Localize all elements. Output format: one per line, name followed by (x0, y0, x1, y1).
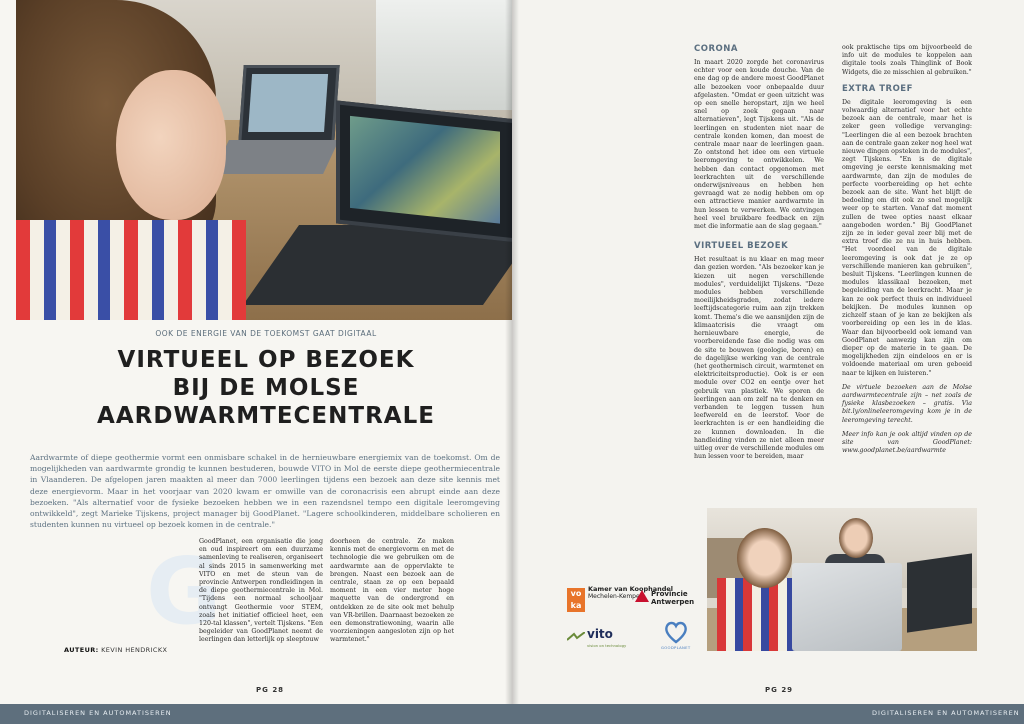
body-column-a: GoodPlanet, een organisatie die jong en oud inspireert om een duurzame samenleving te realiseren, organiseert al sinds 2015 in samenwerking met VITO en met de steun van de provincie Antwerpen rondleidingen in de diepe geothermiecentrale in Mol. "Tijdens een normaal schooljaar ontvangt Geothermie voor STEM, zoals het initiatief officieel heet, een 120-tal klassen", vertelt Tijskens. "Een begeleider van GoodPlanet neemt de leerlingen dan letterlijk op sleeptouw (199, 538, 323, 644)
page-number-left: PG 28 (256, 686, 285, 694)
column-2-intro: ook praktische tips om bijvoorbeeld de info uit de modules te koppelen aan digitale tools zoals Thinglink of Book Widgets, die ze misschien al gebruiken." (842, 44, 972, 76)
section-heading-corona: CORONA (694, 44, 738, 54)
section-heading-extra-troef: EXTRA TROEF (842, 83, 913, 94)
closing-note-more-info: Meer info kan je ook altijd vinden op de site van GoodPlanet: www.goodplanet.be/aardwarmte (842, 430, 972, 455)
photo-laptop-back-keyboard (213, 140, 339, 174)
voka-name: Kamer van Koophandel (588, 585, 674, 593)
photo-girl-sweater (16, 220, 246, 320)
decorative-drop-letter: G (146, 538, 222, 645)
partner-logos (567, 582, 707, 652)
author-credit (64, 646, 167, 654)
photo2-laptop-dark (907, 553, 972, 632)
photo-window (376, 0, 516, 110)
goodplanet-heart-icon (663, 619, 689, 645)
virtueel-bezoek-text: Het resultaat is nu klaar en mag meer dan gezien worden. "Als bezoeker kan je kiezen uit negen verschillende modules", verduidelijkt Tijskens. "Deze modules hebben verschillende moeilijkheidsgraden, zodat iedere leeftijdscategorie ruim aan zijn trekken komt. Thema's die we aansnijden zijn de klimaatcrisis die vraagt om hernieuwbare energie, de voorbereidende fase die nodig was om de site te bouwen (geologie, boren) en de dagelijkse werking van de centrale (het geothermisch circuit, warmtenet en elektriciteitsproductie). Ook is er een module over CO2 en eentje over het gebruik van plastiek. We sporen de leerlingen aan om zelf na te denken en verbanden te leggen tussen hun leefwereld en de leerstof. Voor de leerkrachten is er een handleiding die ze kunnen downloaden. In die handleiding vinden ze niet alleen meer uitleg over de verschillende modules om hun lessen voor te bereiden, maar (694, 256, 824, 461)
photo-laptop-back (238, 65, 339, 143)
left-page (0, 0, 512, 704)
footer-section-left: DIGITALISEREN EN AUTOMATISEREN (24, 709, 172, 717)
corona-text: In maart 2020 zorgde het coronavirus echter voor een koude douche. Van de ene dag op de andere moest GoodPlanet alle bezoeken voor onbepaalde duur afgelasten. "Omdat er geen uitzicht was op een snelle heropstart, zijn we heel snel op zoek gegaan naar alternatieven", legt Tijskens uit. "Als de leerlingen en studenten niet naar de centrale konden komen, dan moest de centrale maar naar de leerlingen gaan. Zo ontstond het idee om een virtuele leeromgeving te ontwikkelen. We hebben dan contact opgenomen met leerkrachten uit de verschillende onderwijsniveaus en hebben hen gevraagd wat ze nodig hebben om op een attractieve manier aardwarmte in hun lessen te verwerken. We ontvingen heel veel bruikbare feedback en zijn met die informatie aan de slag gegaan." (694, 59, 824, 231)
extra-troef-text: De digitale leeromgeving is een volwaardig alternatief voor het echte bezoek aan de centrale, maar het is zeker geen volledige vervanging: "Leerlingen die al een bezoek brachten aan de centrale gaan zeker nog heel wat nieuwe dingen opsteken in de modules", zegt Tijskens. "En is de digitale omgeving je eerste kennismaking met aardwarmte, dan zijn de modules de perfecte voorbereiding op het echte bezoek aan de site. Want het blijft de bedoeling om dit ook zo snel mogelijk weer op te starten. Vanaf dat moment zullen de twee opties naast elkaar aangeboden worden." Bij GoodPlanet zijn ze in ieder geval zeer blij met de extra troef die ze nu in huis hebben. "Het voordeel van de digitale leeromgeving is ook dat je ze op verschillende manieren kan gebruiken", besluit Tijskens. "Leerlingen kunnen de modules klassikaal bezoeken, met begeleiding van de leerkracht. Maar je kan ze ook perfect thuis en individueel bekijken. De modules kunnen op zichzelf staan of je kan ze bekijken als voorbereiding op een les in de klas. Waar dan bijvoorbeeld ook iemand van GoodPlanet aanwezig kan zijn om dieper op de materie in te gaan. De mogelijkheden zijn eindeloos en er is voldoende materiaal om uren geboeid naar te kijken en luisteren." (842, 98, 972, 377)
author-label: AUTEUR: (64, 646, 99, 654)
author-name: KEVIN HENDRICKX (101, 646, 168, 654)
province-triangle-icon (635, 590, 649, 602)
footer-bar (0, 704, 1024, 724)
headline-line-1: VIRTUEEL OP BEZOEK (117, 347, 415, 373)
goodplanet-logo-text: GOODPLANET (661, 645, 691, 650)
article-kicker: OOK DE ENERGIE VAN DE TOEKOMST GAAT DIGITAAL (155, 329, 377, 338)
article-lead: Aardwarmte of diepe geothermie vormt een onmisbare schakel in de hernieuwbare energiemix van de toekomst. Om de mogelijkheden van aardwarmte grondig te kunnen bestuderen, bouwde VITO in Mol de eerste diepe geothermiecentrale in Vlaanderen. De afgelopen jaren maakten al meer dan 7000 leerlingen tijdens een bezoek aan deze site kennis met deze energievorm. Maar in het voorjaar van 2020 kwam er omwille van de coronacrisis een abrupt einde aan deze bezoeken. "Als alternatief voor de fysieke bezoeken hebben we in een razendsnel tempo een digitale leeromgeving ontwikkeld", zegt Marieke Tijskens, project manager bij GoodPlanet. "Lagere schoolkinderen, middelbare scholieren en studenten kunnen nu virtueel op bezoek komen in de centrale." (30, 453, 500, 530)
photo-laptop-front (336, 100, 516, 242)
photo-children-laptops (707, 508, 977, 651)
photo2-girl-face (737, 528, 792, 588)
right-column-2 (842, 44, 972, 455)
body-column-b: doorheen de centrale. Ze maken kennis met de energievorm en met de technologie die we gebruiken om de aardwarmte aan de oppervlakte te brengen. Naast een bezoek aan de centrale, staan ze op een bepaald moment in een vier meter hoge maquette van de ondergrond en ontdekken ze de site ook met behulp van VR-brillen. Daarnaast bezoeken ze een demonstratiewoning, waarin alle voorzieningen aangesloten zijn op het warmtenet." (330, 538, 454, 644)
section-heading-virtueel-bezoek: VIRTUEEL BEZOEK (694, 241, 789, 252)
headline-line-2: BIJ DE MOLSE (172, 375, 360, 401)
vito-tagline: vision on technology (587, 643, 627, 648)
article-headline (16, 346, 516, 430)
page-gutter-shadow (505, 0, 519, 704)
photo-girl-face (116, 70, 226, 220)
headline-line-3: AARDWARMTECENTRALE (97, 403, 435, 429)
closing-note-free-visits: De virtuele bezoeken aan de Molse aardwarmtecentrale zijn – net zoals de fysieke klasbezoeken – gratis. Via bit.ly/onlineleeromgeving kom je in de leeromgeving terecht. (842, 383, 972, 424)
hero-photo-girl-laptop (16, 0, 516, 320)
voka-logo-icon: vo ka (567, 588, 585, 612)
vito-logo-text: vito (587, 627, 613, 641)
voka-region: Mechelen-Kempen (588, 593, 644, 600)
photo2-laptop-white (792, 563, 902, 651)
right-column-1 (694, 44, 824, 461)
province-logo-text: Provincie Antwerpen (651, 590, 695, 606)
photo2-boy-face (839, 518, 873, 558)
page-number-right: PG 29 (765, 686, 794, 694)
vito-swoosh-icon (567, 632, 585, 642)
footer-section-right: DIGITALISEREN EN AUTOMATISEREN (872, 709, 1020, 717)
